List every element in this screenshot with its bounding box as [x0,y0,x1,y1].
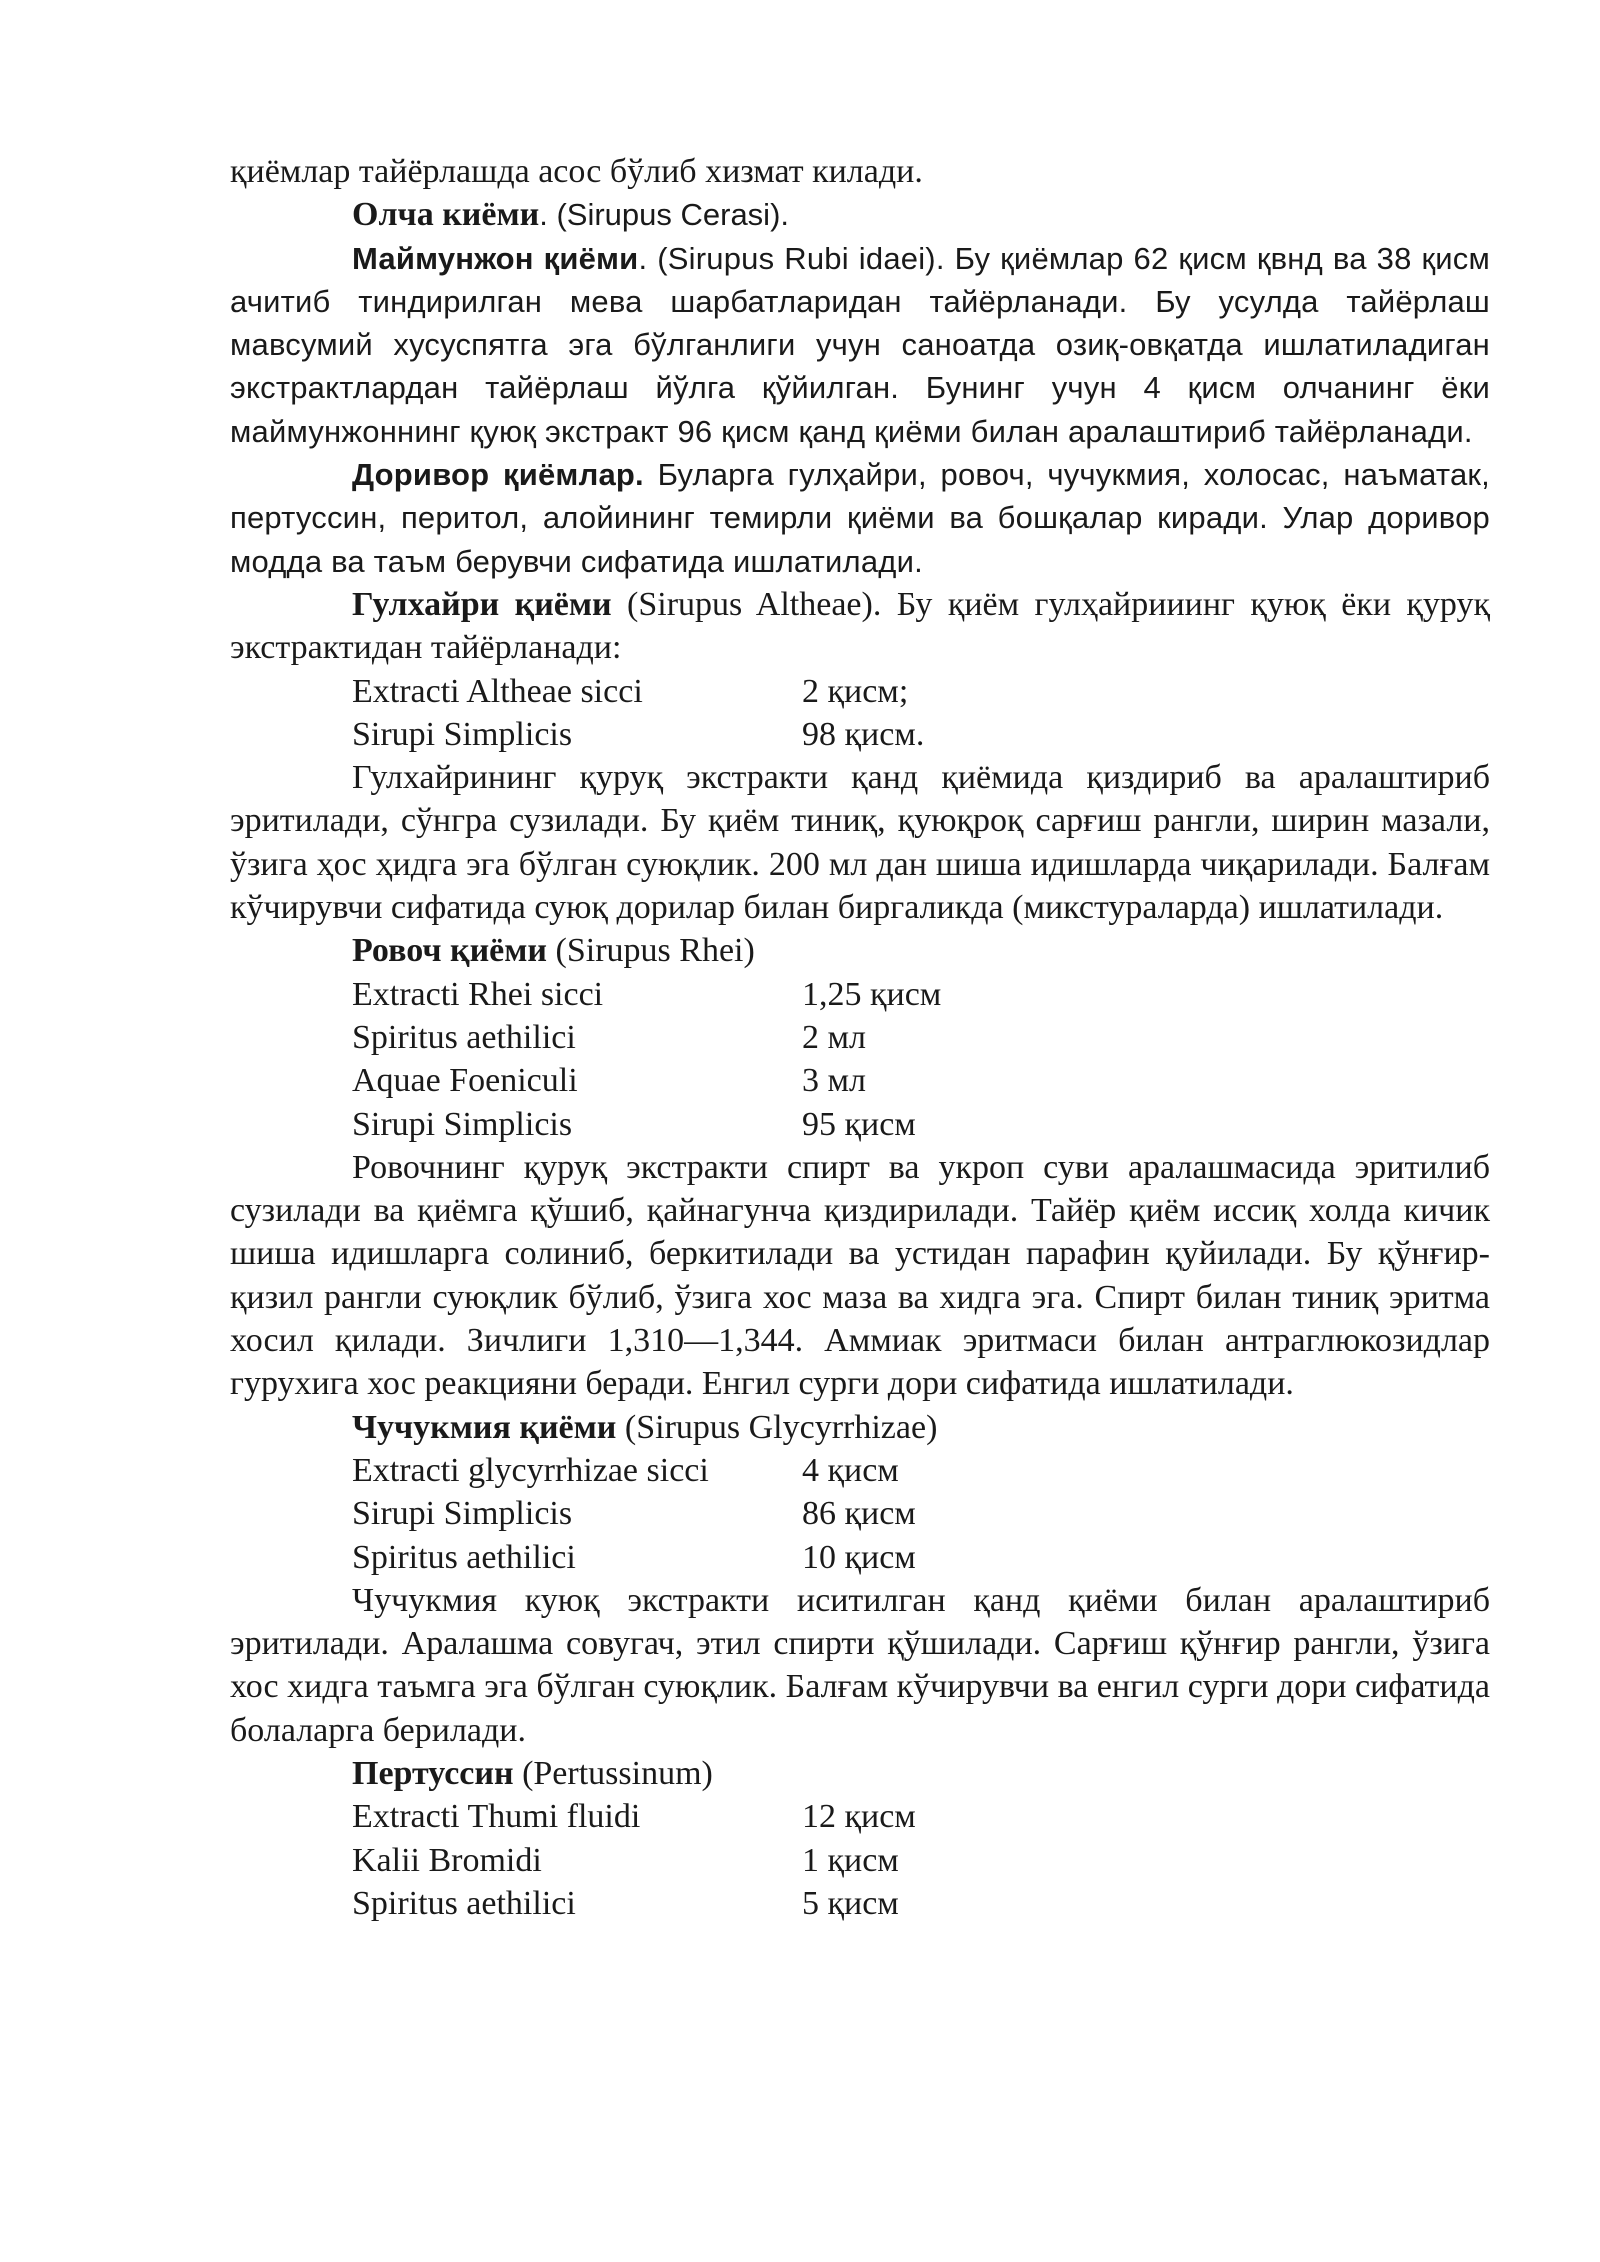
rovoch-recipe [230,973,1490,1146]
ingredient-qty: 10 қисм [802,1538,916,1576]
recipe-row [230,1103,1490,1146]
rovoch-heading: Ровоч қиёми [352,932,548,970]
ingredient-qty: 1 қисм [802,1841,899,1879]
recipe-row [230,1059,1490,1102]
ingredient-qty: 4 қисм [802,1451,899,1489]
recipe-row [230,1492,1490,1535]
ingredient-name: Spiritus aethilici [352,1538,576,1576]
ingredient-name: Sirupi Simplicis [352,1105,573,1143]
gulxayri-recipe [230,670,1490,757]
dorivor-text: Буларга гулҳайри, ровоч, чучукмия, холосас, наъматак, пертуссин, перитол, алойининг темирли қиёми ва бошқалар киради. Улар доривор модда ва таъм берувчи сифатида ишлатилади. [230,457,1490,579]
ingredient-qty: 5 қисм [802,1884,899,1922]
ingredient-qty: 86 қисм [802,1495,916,1533]
ingredient-qty: 3 мл [802,1062,866,1100]
ingredient-qty: 98 қисм. [802,715,925,753]
paragraph-rovoch [230,929,1490,972]
maymunjon-heading: Маймунжон қиёми [352,240,639,276]
gulxayri-heading: Гулхайри қиёми [352,585,612,623]
ingredient-qty: 2 қисм; [802,672,909,710]
chuchukmiya-text: (Sirupus Glycyrrhizae) [616,1408,938,1446]
ingredient-name: Extracti Rhei sicci [352,975,604,1013]
chuchukmiya-heading: Чучукмия қиёми [352,1408,617,1446]
ingredient-name: Extracti Thumi fluidi [352,1798,641,1836]
ingredient-name: Spiritus aethilici [352,1018,576,1056]
paragraph-maymunjon [230,237,1490,453]
paragraph-pertussin [230,1752,1490,1795]
pertussin-recipe [230,1795,1490,1925]
recipe-row [230,1839,1490,1882]
ingredient-name: Extracti glycyrrhizae sicci [352,1451,709,1489]
gulxayri-desc-text: Гулхайрининг қуруқ экстракти қанд қиёмида қиздириб ва аралаштириб эритилади, сўнгра сузилади. Бу қиём тиниқ, қуюқроқ сарғиш рангли, ширин мазали, ўзига ҳос ҳидга эга бўлган суюқлик. 200 мл дан шиша идишларда чиқарилади. Балғам кўчирувчи сифатида суюқ дорилар билан биргаликда (микстураларда) ишлатилади. [230,759,1490,927]
recipe-row [230,973,1490,1016]
paragraph-gulxayri [230,583,1490,670]
olcha-heading: Олча киёми [352,196,540,234]
ingredient-qty: 1,25 қисм [802,975,942,1013]
intro-tail-text: қиёмлар тайёрлашда асос бўлиб хизмат килади. [230,153,923,190]
ingredient-name: Aquae Foeniculi [352,1062,578,1100]
ingredient-qty: 2 мл [802,1018,866,1056]
ingredient-name: Sirupi Simplicis [352,715,573,753]
paragraph-chuchukmiya [230,1406,1490,1449]
chuchukmiya-recipe [230,1449,1490,1579]
pertussin-heading: Пертуссин [352,1754,514,1792]
ingredient-name: Spiritus aethilici [352,1884,576,1922]
paragraph-dorivor [230,453,1490,583]
gulxayri-text: (Sirupus Altheae). Бу қиём гулҳайрииинг қуюқ ёки қуруқ экстрактидан тайёрланади: [230,585,1491,667]
paragraph-intro-tail [230,150,1490,193]
paragraph-olcha [230,193,1490,236]
chuchukmiya-desc-text: Чучукмия куюқ экстракти иситилган қанд қиёми билан аралаштириб эритилади. Аралашма совугач, этил спирти қўшилади. Сарғиш қўнғир рангли, ўзига хос хидга таъмга эга бўлган суюқлик. Балғам кўчирувчи ва енгил сурги дори сифатида болаларга берилади. [230,1581,1490,1749]
olcha-text: . (Sirupus Cerasi). [539,197,790,233]
rovoch-desc-text: Ровочнинг қуруқ экстракти спирт ва укроп суви аралашмасида эритилиб сузилади ва қиёмга қўшиб, қайнагунча қиздирилади. Тайёр қиём иссиқ холда кичик шиша идишларга солиниб, беркитилади ва устидан парафин қуйилади. Бу қўнғир-қизил рангли суюқлик бўлиб, ўзига хос маза ва хидга эга. Спирт билан тиниқ эритма хосил қилади. Зичлиги 1,310—1,344. Аммиак эритмаси билан антраглюкозидлар гурухига хос реакцияни беради. Енгил сурги дори сифатида ишлатилади. [230,1148,1490,1403]
ingredient-qty: 12 қисм [802,1798,916,1836]
document-page [230,150,1490,1925]
ingredient-name: Kalii Bromidi [352,1841,542,1879]
recipe-row [230,713,1490,756]
paragraph-chuchukmiya-desc [230,1579,1490,1752]
recipe-row [230,670,1490,713]
rovoch-text: (Sirupus Rhei) [547,932,755,970]
paragraph-gulxayri-desc [230,756,1490,929]
recipe-row [230,1016,1490,1059]
ingredient-name: Sirupi Simplicis [352,1495,573,1533]
ingredient-qty: 95 қисм [802,1105,916,1143]
recipe-row [230,1449,1490,1492]
dorivor-heading: Доривор қиёмлар. [352,457,644,493]
maymunjon-text: . (Sirupus Rubi idaei). Бу қиёмлар 62 қисм қвнд ва 38 қисм ачитиб тиндирилган мева шарбатларидан тайёрланади. Бу усулда тайёрлаш мавсумий хусуспятга эга бўлганлиги учун саноатда озиқ-овқатда ишлатиладиган экстрактлардан тайёрлаш йўлга қўйилган. Бунинг учун 4 қисм олчанинг ёки маймунжоннинг қуюқ экстракт 96 қисм қанд қиёми билан аралаштириб тайёрланади. [230,240,1491,449]
recipe-row [230,1795,1490,1838]
recipe-row [230,1882,1490,1925]
paragraph-rovoch-desc [230,1146,1490,1406]
pertussin-text: (Pertussinum) [513,1754,713,1792]
ingredient-name: Extracti Altheae sicci [352,672,643,710]
recipe-row [230,1536,1490,1579]
